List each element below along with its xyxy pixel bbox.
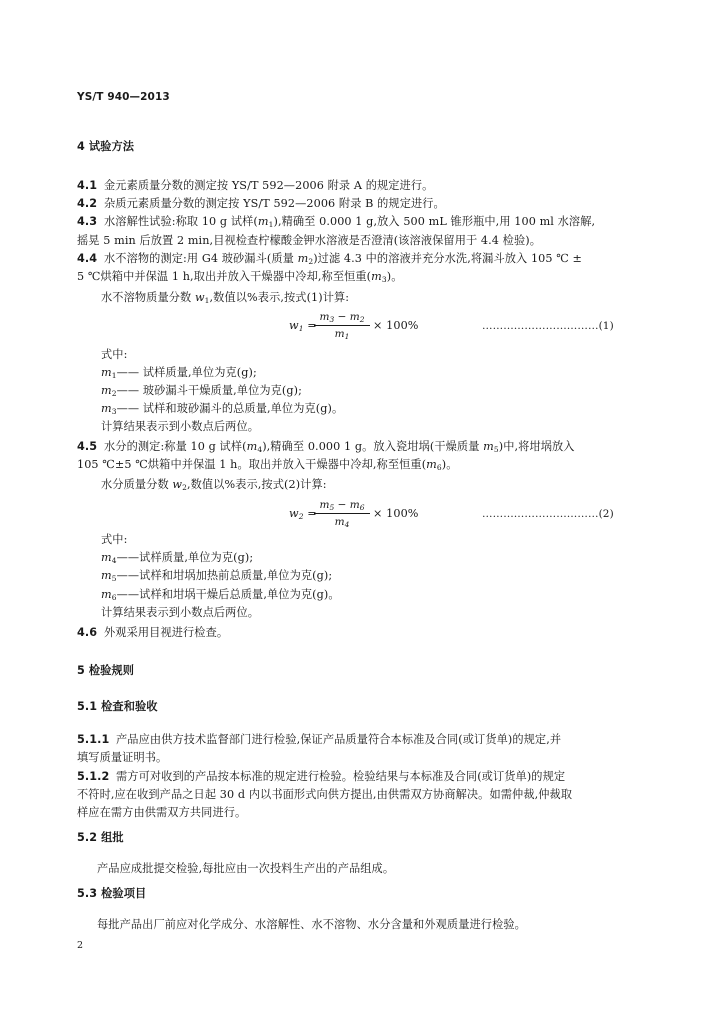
clause-text: )过滤 4.3 中的溶液并充分水洗,将漏斗放入 105 ℃ ± (313, 252, 583, 265)
clause-number: 4.6 (77, 626, 98, 639)
symbol: w (289, 507, 299, 520)
clause-5-1-2 (77, 770, 565, 784)
definition-m1 (101, 366, 257, 380)
subscript: 5 (493, 445, 499, 454)
clause-text: 5 ℃烘箱中并保温 1 h,取出并放入干燥器中冷却,称至恒重( (77, 270, 372, 283)
clause-4-3-line2: 摇晃 5 min 后放置 2 min,目视检查柠檬酸金钾水溶液是否澄清(该溶液保留用于 4.4 检验)。 (77, 234, 542, 247)
equation-number-2: ……………………………(2) (482, 508, 614, 520)
formula-1-lhs (289, 319, 317, 333)
result-note-1: 计算结果表示到小数点后两位。 (101, 420, 260, 433)
subscript: 1 (111, 371, 117, 380)
formula-1-fraction (314, 311, 370, 343)
text: ,数值以%表示,按式(2)计算: (186, 478, 327, 491)
clause-text: )中,将坩埚放入 (498, 440, 575, 453)
where-label-1: 式中: (101, 348, 128, 361)
equals-sign: = (307, 507, 317, 520)
clause-text: )。 (441, 458, 458, 471)
definition-m2 (101, 384, 302, 398)
clause-number: 4.4 (77, 252, 98, 265)
clause-4-1 (77, 179, 433, 193)
clause-5-1-2-line3: 样应在需方由供需双方共同进行。 (77, 806, 247, 819)
fraction-bar (314, 325, 370, 326)
definition-m5 (101, 569, 332, 583)
definition-m3 (101, 402, 343, 416)
subscript: 3 (111, 407, 117, 416)
symbol: m (101, 384, 112, 397)
clause-text: 外观采用目视进行检查。 (104, 626, 229, 639)
fraction-bar (314, 513, 370, 514)
symbol: m (483, 440, 494, 453)
clause-4-3 (77, 215, 595, 229)
where-label-2: 式中: (101, 533, 128, 546)
definition-text: ——试样质量,单位为克(g); (116, 551, 254, 564)
subscript: 2 (111, 389, 117, 398)
page-number: 2 (77, 940, 84, 951)
symbol: w (194, 291, 205, 304)
numerator: $m_5 - m_6$ (319, 499, 365, 512)
equals-sign: = (307, 319, 317, 332)
clause-number: 5.1.1 (77, 733, 110, 746)
clause-text: ),精确至 0.000 1 g,放入 500 mL 锥形瓶中,用 100 ml 水溶解, (273, 215, 596, 228)
clause-number: 4.1 (77, 179, 98, 192)
subscript: 5 (111, 574, 117, 583)
formula-2-intro (101, 478, 327, 492)
subscript: 4 (257, 445, 263, 454)
clause-4-4-line2 (77, 270, 403, 284)
equation-number-1: ……………………………(1) (482, 320, 614, 332)
subscript: 2 (182, 483, 187, 492)
clause-number: 4.2 (77, 197, 98, 210)
clause-5-1-1 (77, 733, 561, 747)
standard-id: YS/T 940—2013 (77, 91, 170, 103)
formula-2-lhs (289, 507, 317, 521)
numerator: $m_3 - m_2$ (319, 311, 365, 324)
text: 水分质量分数 (101, 478, 173, 491)
clause-text: 105 ℃±5 ℃烘箱中并保温 1 h。取出并放入干燥器中冷却,称至恒重( (77, 458, 427, 471)
clause-4-6 (77, 626, 228, 640)
section-5-3-text: 每批产品出厂前应对化学成分、水溶解性、水不溶物、水分含量和外观质量进行检验。 (97, 918, 526, 931)
clause-4-5-line2 (77, 458, 458, 472)
clause-number: 4.3 (77, 215, 98, 228)
subscript: 3 (381, 275, 387, 284)
denominator: $m_1$ (334, 328, 350, 341)
definition-m4 (101, 551, 253, 565)
clause-5-1-1-line2: 填写质量证明书。 (77, 751, 168, 764)
symbol: m (426, 458, 437, 471)
clause-number: 4.5 (77, 440, 98, 453)
section-4-title: 4 试验方法 (77, 140, 135, 153)
definition-m6 (101, 588, 340, 602)
clause-text: 金元素质量分数的测定按 YS/T 592—2006 附录 A 的规定进行。 (104, 179, 434, 192)
symbol: m (297, 252, 309, 265)
clause-4-4 (77, 252, 582, 266)
subscript: 2 (298, 512, 304, 521)
symbol: m (101, 588, 112, 601)
formula-2-tail: × 100% (373, 507, 419, 520)
subscript: 1 (204, 296, 210, 305)
clause-text: 杂质元素质量分数的测定按 YS/T 592—2006 附录 B 的规定进行。 (104, 197, 445, 210)
definition-text: ——试样和坩埚干燥后总质量,单位为克(g)。 (116, 588, 340, 601)
formula-1-intro (101, 291, 349, 305)
subscript: 6 (436, 463, 442, 472)
symbol: m (101, 551, 112, 564)
subscript: 4 (111, 556, 117, 565)
symbol: m (246, 440, 258, 453)
formula-1-tail: × 100% (373, 319, 419, 332)
clause-4-5 (77, 440, 575, 454)
denominator: $m_4$ (334, 516, 350, 529)
section-5-3-title: 5.3 检验项目 (77, 887, 147, 900)
symbol: m (101, 402, 112, 415)
clause-text: 需方可对收到的产品按本标准的规定进行检验。检验结果与本标准及合同(或订货单)的规定 (116, 770, 566, 783)
symbol: m (371, 270, 382, 283)
clause-text: ),精确至 0.000 1 g。放入瓷坩埚(干燥质量 (262, 440, 484, 453)
section-5-2-text: 产品应成批提交检验,每批应由一次投料生产出的产品组成。 (97, 862, 395, 875)
definition-text: —— 玻砂漏斗干燥质量,单位为克(g); (116, 384, 302, 397)
clause-number: 5.1.2 (77, 770, 110, 783)
text: ,数值以%表示,按式(1)计算: (209, 291, 350, 304)
definition-text: —— 试样质量,单位为克(g); (116, 366, 257, 379)
clause-4-2 (77, 197, 445, 211)
section-5-title: 5 检验规则 (77, 664, 135, 677)
section-5-2-title: 5.2 组批 (77, 831, 124, 844)
clause-5-1-2-line2: 不符时,应在收到产品之日起 30 d 内以书面形式向供方提出,由供需双方协商解决。如需仲裁,仲裁取 (77, 788, 573, 801)
symbol: w (289, 319, 299, 332)
formula-2-fraction (314, 499, 370, 531)
clause-text: 水不溶物的测定:用 G4 玻砂漏斗(质量 (104, 252, 298, 265)
subscript: 2 (308, 257, 314, 266)
result-note-2: 计算结果表示到小数点后两位。 (101, 606, 260, 619)
section-5-1-title: 5.1 检查和验收 (77, 700, 158, 713)
definition-text: ——试样和坩埚加热前总质量,单位为克(g); (116, 569, 333, 582)
clause-text: )。 (386, 270, 403, 283)
subscript: 1 (268, 220, 274, 229)
text: 水不溶物质量分数 (101, 291, 195, 304)
clause-text: 水分的测定:称量 10 g 试样( (104, 440, 247, 453)
subscript: 1 (298, 324, 304, 333)
symbol: m (101, 569, 112, 582)
symbol: m (257, 215, 269, 228)
clause-text: 产品应由供方技术监督部门进行检验,保证产品质量符合本标准及合同(或订货单)的规定,并 (116, 733, 562, 746)
clause-text: 水溶解性试验:称取 10 g 试样( (104, 215, 258, 228)
symbol: w (172, 478, 183, 491)
definition-text: —— 试样和玻砂漏斗的总质量,单位为克(g)。 (116, 402, 344, 415)
subscript: 6 (111, 593, 117, 602)
symbol: m (101, 366, 112, 379)
